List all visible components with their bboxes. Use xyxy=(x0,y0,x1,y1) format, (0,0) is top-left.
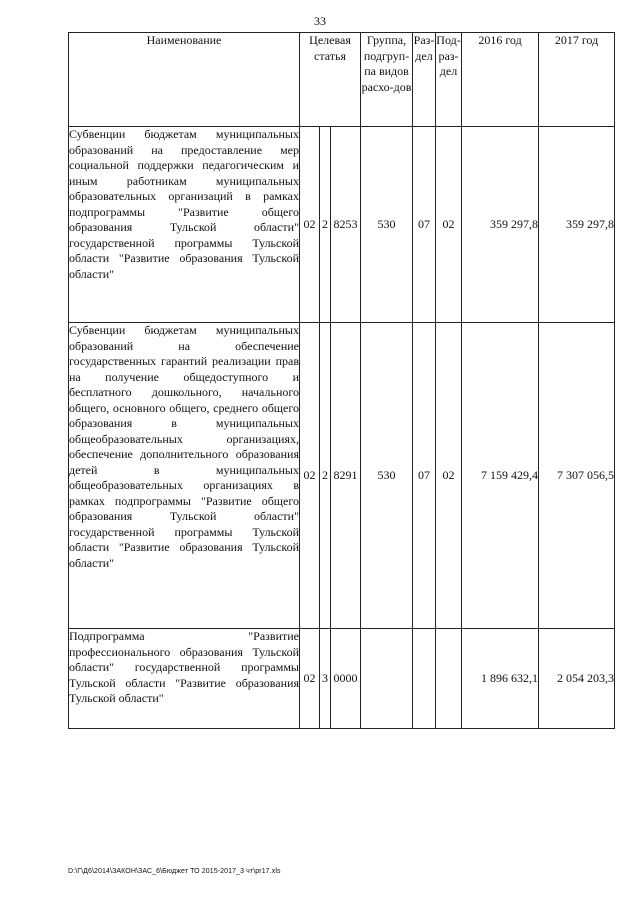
row-subprogram-code: 3 xyxy=(320,629,331,729)
row-name: Субвенции бюджетам муниципальных образований на обеспечение государственных гарантий реализации прав на получение общедоступного и бесплатного дошкольного, начального общего, основного общего, среднего общего образования в муниципальных общеобразовательных организациях, обеспечение дополнительного образования детей в муниципальных общеобразовательных организациях в рамках подпрограммы "Развитие общего образования Тульской области" государственной программы Тульской области "Развитие образования Тульской области" xyxy=(69,323,300,629)
budget-table xyxy=(68,32,615,729)
header-subsection: Под-раз-дел xyxy=(436,33,462,127)
row-direction-code: 8291 xyxy=(331,323,361,629)
row-name: Подпрограмма "Развитие профессионального образования Тульской области" государственной программы Тульской области "Развитие образования Тульской области" xyxy=(69,629,300,729)
table-row xyxy=(69,127,615,323)
row-amount-2017: 359 297,8 xyxy=(539,127,615,323)
row-expense-group xyxy=(361,629,413,729)
row-subprogram-code: 2 xyxy=(320,323,331,629)
table-row xyxy=(69,629,615,729)
row-section: 07 xyxy=(413,323,436,629)
row-subsection xyxy=(436,629,462,729)
row-amount-2017: 7 307 056,5 xyxy=(539,323,615,629)
row-program-code: 02 xyxy=(300,629,320,729)
header-target-item: Целевая статья xyxy=(300,33,361,127)
header-section: Раз-дел xyxy=(413,33,436,127)
header-expense-group: Группа, подгруп-па видов расхо-дов xyxy=(361,33,413,127)
row-section: 07 xyxy=(413,127,436,323)
row-amount-2016: 1 896 632,1 xyxy=(462,629,539,729)
header-year-2017: 2017 год xyxy=(539,33,615,127)
row-amount-2016: 7 159 429,4 xyxy=(462,323,539,629)
row-expense-group: 530 xyxy=(361,127,413,323)
header-year-2016: 2016 год xyxy=(462,33,539,127)
row-amount-2017: 2 054 203,3 xyxy=(539,629,615,729)
table-row xyxy=(69,323,615,629)
header-name: Наименование xyxy=(69,33,300,127)
page-number: 33 xyxy=(314,14,326,28)
row-direction-code: 0000 xyxy=(331,629,361,729)
row-direction-code: 8253 xyxy=(331,127,361,323)
row-amount-2016: 359 297,8 xyxy=(462,127,539,323)
row-program-code: 02 xyxy=(300,323,320,629)
row-expense-group: 530 xyxy=(361,323,413,629)
row-subprogram-code: 2 xyxy=(320,127,331,323)
row-subsection: 02 xyxy=(436,127,462,323)
row-program-code: 02 xyxy=(300,127,320,323)
row-name: Субвенции бюджетам муниципальных образований на предоставление мер социальной поддержки педагогическим и иным работникам муниципальных образовательных организаций в рамках подпрограммы "Развитие общего образования Тульской области" государственной программы Тульской области "Развитие образования Тульской области" xyxy=(69,127,300,323)
table-header-row xyxy=(69,33,615,127)
row-section xyxy=(413,629,436,729)
file-path-footer: D:\Г\Д6\2014\ЗАКОН\ЗАС_6\Бюджет ТО 2015-2017_3 чт\pr17.xls xyxy=(68,868,281,875)
row-subsection: 02 xyxy=(436,323,462,629)
